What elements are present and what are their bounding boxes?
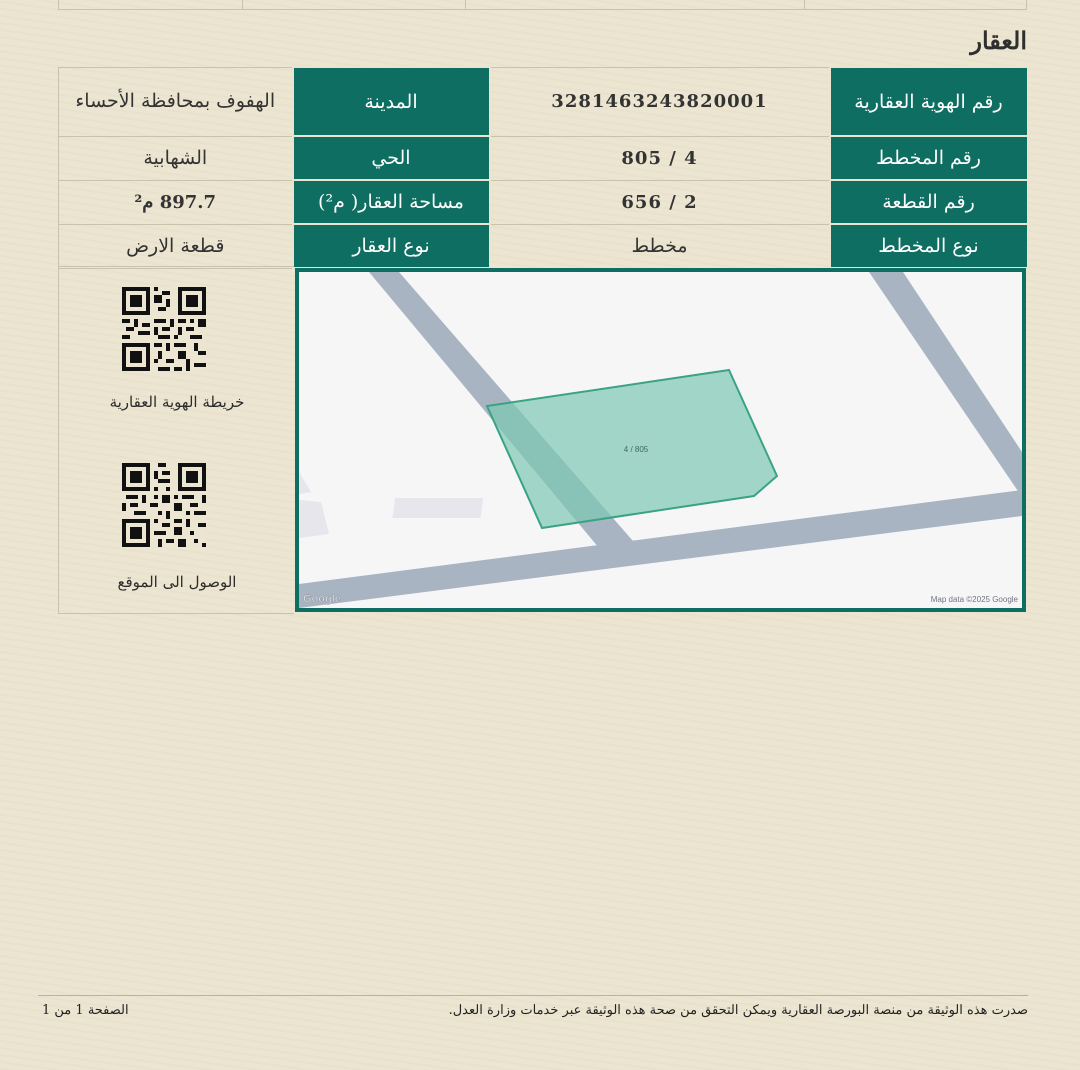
value-property-type: قطعة الارض (59, 224, 293, 268)
label-district: الحي (293, 136, 490, 180)
qr-code-map[interactable] (122, 287, 206, 371)
table-row (59, 224, 1028, 268)
previous-table-fragment (58, 0, 1027, 10)
qr-map-label: خريطة الهوية العقارية (109, 393, 245, 411)
label-area: مساحة العقار( م²) (293, 180, 490, 224)
label-city: المدينة (293, 67, 490, 136)
value-property-id: 3281463243820001 (490, 67, 830, 136)
qr-code-location[interactable] (122, 463, 206, 547)
footer-notice: صدرت هذه الوثيقة من منصة البورصة العقارية ويمكن التحقق من صحة هذه الوثيقة عبر خدمات وزارة العدل. (448, 1003, 1028, 1018)
parcel-label: 4 / 805 (623, 445, 649, 454)
parcel-map[interactable] (295, 268, 1026, 612)
table-row (59, 67, 1028, 136)
section-title: العقار (970, 26, 1027, 55)
qr-codes-panel (58, 266, 294, 614)
value-plot-number: 2 / 656 (490, 180, 830, 224)
map-credit: Map data ©2025 Google (930, 595, 1018, 604)
label-property-type: نوع العقار (293, 224, 490, 268)
table-row (59, 136, 1028, 180)
footer-divider (38, 995, 1028, 996)
google-logo: Google (303, 593, 341, 605)
map-canvas (299, 272, 1022, 608)
property-table (58, 66, 1029, 269)
value-area: 897.7 م² (59, 180, 293, 224)
label-property-id: رقم الهوية العقارية (830, 67, 1028, 136)
label-plot-number: رقم القطعة (830, 180, 1028, 224)
label-plan-type: نوع المخطط (830, 224, 1028, 268)
qr-location-label: الوصول الى الموقع (117, 573, 237, 591)
table-row (59, 180, 1028, 224)
label-plan-number: رقم المخطط (830, 136, 1028, 180)
page-number: الصفحة 1 من 1 (42, 1003, 129, 1018)
value-plan-number: 4 / 805 (490, 136, 830, 180)
value-plan-type: مخطط (490, 224, 830, 268)
value-city: الهفوف بمحافظة الأحساء (59, 67, 293, 136)
value-district: الشهابية (59, 136, 293, 180)
building-footprint (392, 498, 483, 518)
